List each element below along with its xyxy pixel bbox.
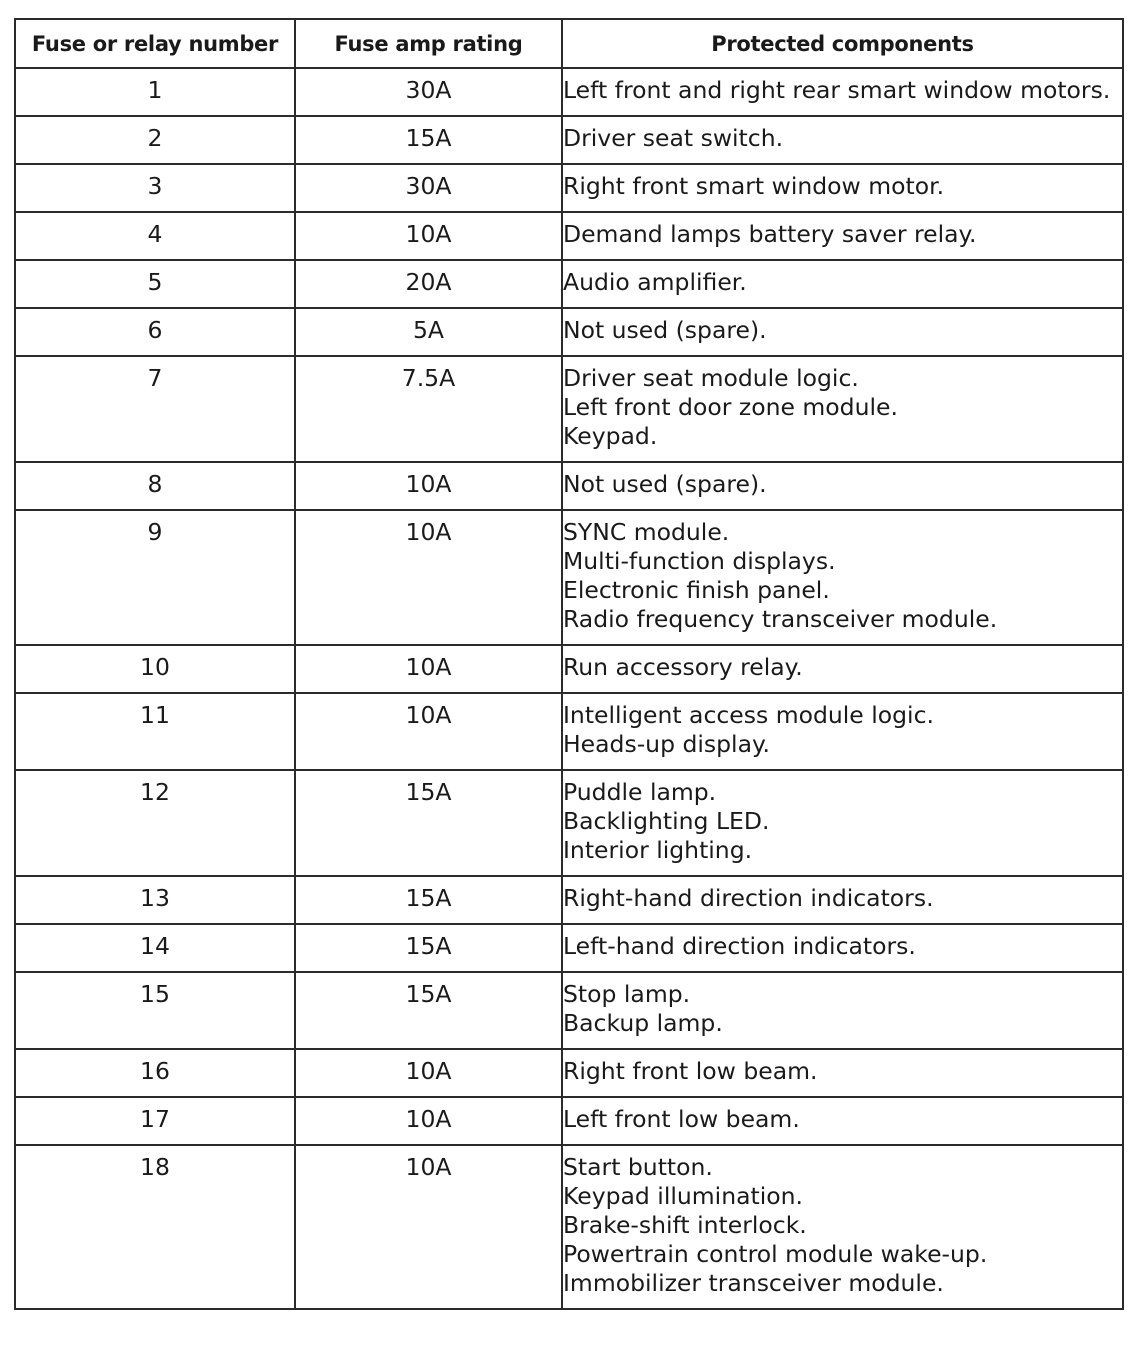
component-line: Backup lamp. <box>563 1009 723 1037</box>
protected-components-cell <box>562 693 1123 770</box>
component-line: Electronic finish panel. <box>563 576 830 604</box>
table-row <box>15 1097 1123 1145</box>
fuse-number-cell: 15 <box>15 972 295 1049</box>
component-line: Left front door zone module. <box>563 393 898 421</box>
table-row <box>15 1145 1123 1309</box>
amp-rating-cell: 15A <box>295 876 562 924</box>
protected-components-cell <box>562 924 1123 972</box>
fuse-number-cell: 3 <box>15 164 295 212</box>
amp-rating-cell: 30A <box>295 164 562 212</box>
amp-rating-cell: 7.5A <box>295 356 562 462</box>
component-line: Puddle lamp. <box>563 778 717 806</box>
fuse-number-cell: 1 <box>15 68 295 116</box>
table-row <box>15 972 1123 1049</box>
table-row <box>15 876 1123 924</box>
amp-rating-cell: 10A <box>295 1049 562 1097</box>
component-line: Not used (spare). <box>563 316 767 344</box>
protected-components-cell <box>562 876 1123 924</box>
component-line: Right-hand direction indicators. <box>563 884 934 912</box>
protected-components-cell <box>562 462 1123 510</box>
component-line: Stop lamp. <box>563 980 691 1008</box>
fuse-number-cell: 4 <box>15 212 295 260</box>
component-line: Powertrain control module wake-up. <box>563 1240 988 1268</box>
fuse-number-cell: 7 <box>15 356 295 462</box>
fuse-number-cell: 17 <box>15 1097 295 1145</box>
component-line: Brake-shift interlock. <box>563 1211 807 1239</box>
table-header <box>15 19 1123 68</box>
fuse-number-cell: 11 <box>15 693 295 770</box>
protected-components-cell <box>562 645 1123 693</box>
table-row <box>15 924 1123 972</box>
component-line: Left front and right rear smart window motors. <box>563 76 1111 104</box>
component-line: Right front low beam. <box>563 1057 818 1085</box>
component-line: Start button. <box>563 1153 713 1181</box>
component-line: Left-hand direction indicators. <box>563 932 916 960</box>
protected-components-cell <box>562 164 1123 212</box>
component-line: Keypad illumination. <box>563 1182 803 1210</box>
component-line: Right front smart window motor. <box>563 172 945 200</box>
table-row <box>15 260 1123 308</box>
table-row <box>15 68 1123 116</box>
fuse-number-cell: 9 <box>15 510 295 645</box>
table-row <box>15 645 1123 693</box>
protected-components-cell <box>562 68 1123 116</box>
amp-rating-cell: 15A <box>295 924 562 972</box>
fuse-number-cell: 16 <box>15 1049 295 1097</box>
component-line: Demand lamps battery saver relay. <box>563 220 977 248</box>
amp-rating-cell: 10A <box>295 462 562 510</box>
table-row <box>15 308 1123 356</box>
amp-rating-cell: 10A <box>295 645 562 693</box>
component-line: Immobilizer transceiver module. <box>563 1269 944 1297</box>
fuse-number-cell: 12 <box>15 770 295 876</box>
fuse-number-cell: 10 <box>15 645 295 693</box>
protected-components-cell <box>562 1145 1123 1309</box>
protected-components-cell <box>562 260 1123 308</box>
protected-components-cell <box>562 510 1123 645</box>
component-line: Backlighting LED. <box>563 807 770 835</box>
fuse-number-cell: 13 <box>15 876 295 924</box>
amp-rating-cell: 10A <box>295 693 562 770</box>
table-row <box>15 164 1123 212</box>
amp-rating-cell: 30A <box>295 68 562 116</box>
component-line: Driver seat switch. <box>563 124 784 152</box>
fuse-number-cell: 8 <box>15 462 295 510</box>
protected-components-cell <box>562 212 1123 260</box>
protected-components-cell <box>562 308 1123 356</box>
header-row <box>15 19 1123 68</box>
component-line: Keypad. <box>563 422 658 450</box>
component-line: Run accessory relay. <box>563 653 803 681</box>
table-row <box>15 356 1123 462</box>
table-body <box>15 68 1123 1309</box>
table-row <box>15 693 1123 770</box>
component-line: Multi-function displays. <box>563 547 836 575</box>
component-line: Radio frequency transceiver module. <box>563 605 998 633</box>
table-row <box>15 116 1123 164</box>
header-amp-rating: Fuse amp rating <box>295 19 562 68</box>
amp-rating-cell: 10A <box>295 510 562 645</box>
amp-rating-cell: 15A <box>295 116 562 164</box>
component-line: Heads-up display. <box>563 730 771 758</box>
table-row <box>15 510 1123 645</box>
protected-components-cell <box>562 356 1123 462</box>
fuse-number-cell: 6 <box>15 308 295 356</box>
protected-components-cell <box>562 770 1123 876</box>
component-line: SYNC module. <box>563 518 730 546</box>
table-row <box>15 1049 1123 1097</box>
table-row <box>15 212 1123 260</box>
component-line: Driver seat module logic. <box>563 364 859 392</box>
amp-rating-cell: 20A <box>295 260 562 308</box>
amp-rating-cell: 10A <box>295 1145 562 1309</box>
amp-rating-cell: 10A <box>295 212 562 260</box>
fuse-number-cell: 2 <box>15 116 295 164</box>
table-row <box>15 462 1123 510</box>
amp-rating-cell: 15A <box>295 770 562 876</box>
fuse-number-cell: 14 <box>15 924 295 972</box>
amp-rating-cell: 5A <box>295 308 562 356</box>
protected-components-cell <box>562 116 1123 164</box>
header-fuse-number: Fuse or relay number <box>15 19 295 68</box>
component-line: Left front low beam. <box>563 1105 800 1133</box>
amp-rating-cell: 15A <box>295 972 562 1049</box>
amp-rating-cell: 10A <box>295 1097 562 1145</box>
fuse-number-cell: 5 <box>15 260 295 308</box>
component-line: Intelligent access module logic. <box>563 701 934 729</box>
fuse-table <box>14 18 1124 1310</box>
component-line: Not used (spare). <box>563 470 767 498</box>
fuse-number-cell: 18 <box>15 1145 295 1309</box>
protected-components-cell <box>562 1049 1123 1097</box>
component-line: Interior lighting. <box>563 836 753 864</box>
component-line: Audio amplifier. <box>563 268 747 296</box>
header-protected-components: Protected components <box>562 19 1123 68</box>
protected-components-cell <box>562 1097 1123 1145</box>
protected-components-cell <box>562 972 1123 1049</box>
table-row <box>15 770 1123 876</box>
